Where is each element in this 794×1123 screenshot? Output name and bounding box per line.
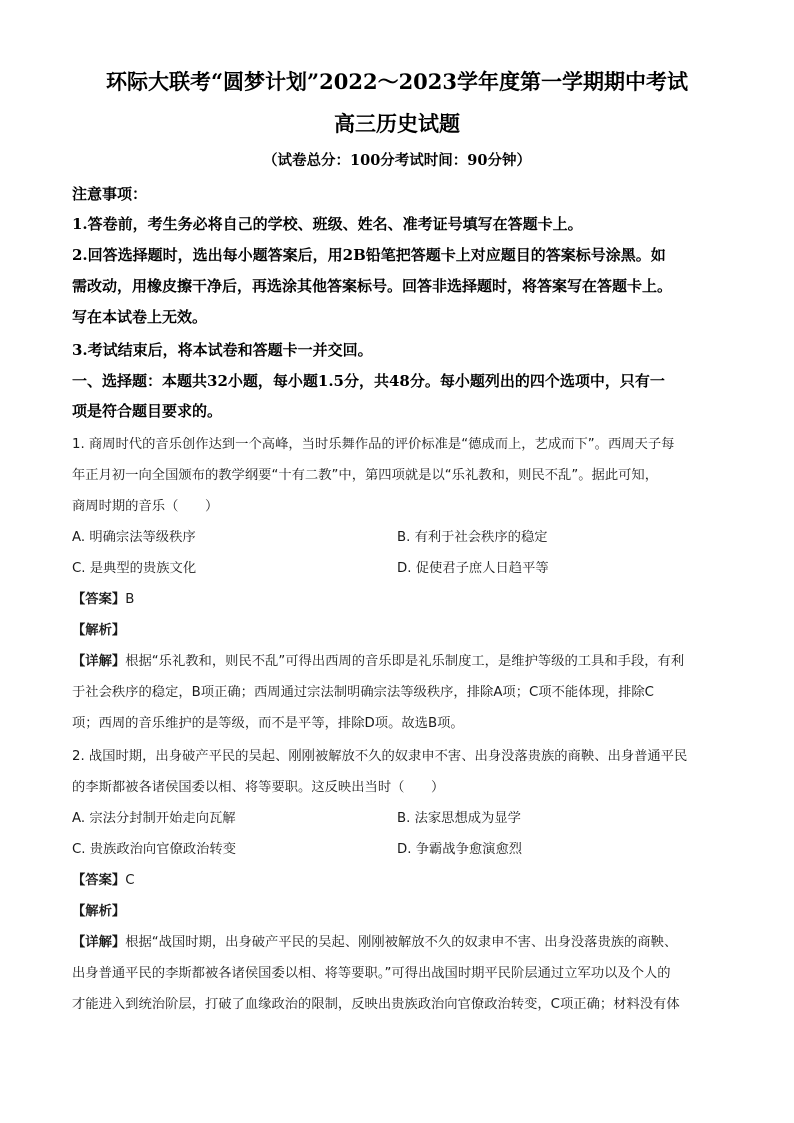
question-1-analysis-tag: 【解析】 <box>72 623 126 638</box>
question-1-detail-line-3: 项；西周的音乐维护的是等级，而不是平等，排除D项。故选B项。 <box>72 716 464 731</box>
question-1-option-a: A. 明确宗法等级秩序 <box>72 530 196 545</box>
exam-subject-title: 高三历史试题 <box>334 111 460 136</box>
section-heading-line-2: 项是符合题目要求的。 <box>72 402 223 420</box>
notes-heading: 注意事项： <box>72 185 148 203</box>
question-1-stem-line-1: 1. 商周时代的音乐创作达到一个高峰，当时乐舞作品的评价标准是“德成而上，艺成而下”。西周天子每 <box>72 437 675 452</box>
question-2-detail-line-1 <box>72 931 677 950</box>
note-item-2-line-2: 需改动，用橡皮擦干净后，再选涂其他答案标号。回答非选择题时，将答案写在答题卡上。 <box>72 277 673 295</box>
exam-title: 环际大联考“圆梦计划”2022～2023学年度第一学期期中考试 <box>105 69 689 94</box>
question-2-option-c: C. 贵族政治向官僚政治转变 <box>72 842 237 857</box>
detail-tag: 【详解】 <box>72 654 126 669</box>
question-1-detail-line-1 <box>72 650 684 669</box>
question-2-option-d: D. 争霸战争愈演愈烈 <box>397 842 523 857</box>
question-2-stem-line-1: 2. 战国时期，出身破产平民的吴起、刚刚被解放不久的奴隶申不害、出身没落贵族的商鞅、出身普通平民 <box>72 749 688 764</box>
exam-info: （试卷总分：100分考试时间：90分钟） <box>263 152 531 169</box>
question-1-stem-line-2: 年正月初一向全国颁布的教学纲要“十有二教”中，第四项就是以“乐礼教和，则民不乱”。据此可知， <box>72 468 659 483</box>
question-2-stem-line-2: 的李斯都被各诸侯国委以相、将等要职。这反映出当时（ ） <box>72 780 445 795</box>
detail-tag: 【详解】 <box>72 935 126 950</box>
answer-tag: 【答案】 <box>72 592 126 607</box>
question-1-answer <box>72 588 134 607</box>
note-item-3: 3.考试结束后，将本试卷和答题卡一并交回。 <box>72 341 373 359</box>
question-1-stem-line-3: 商周时期的音乐（ ） <box>72 499 219 514</box>
question-2-detail-line-2: 出身普通平民的李斯都被各诸侯国委以相、将等要职。”可得出战国时期平民阶层通过立军功以及个人的 <box>72 966 671 981</box>
answer-value: B <box>125 592 135 607</box>
question-2-option-a: A. 宗法分封制开始走向瓦解 <box>72 811 236 826</box>
question-1-option-d: D. 促使君子庶人日趋平等 <box>397 561 549 576</box>
answer-value: C <box>125 873 135 888</box>
question-1-detail-line-2: 于社会秩序的稳定，B项正确；西周通过宗法制明确宗法等级秩序，排除A项；C项不能体现，排除C <box>72 685 654 700</box>
note-item-2-line-1: 2.回答选择题时，选出每小题答案后，用2B铅笔把答题卡上对应题目的答案标号涂黑。如 <box>72 246 666 264</box>
note-item-2-line-3: 写在本试卷上无效。 <box>72 308 208 326</box>
detail-text: 根据“战国时期，出身破产平民的吴起、刚刚被解放不久的奴隶申不害、出身没落贵族的商鞅、 <box>125 935 678 950</box>
section-heading-line-1: 一、选择题：本题共32小题，每小题1.5分，共48分。每小题列出的四个选项中，只有一 <box>72 372 665 390</box>
question-2-option-b: B. 法家思想成为显学 <box>397 811 521 826</box>
question-1-option-b: B. 有利于社会秩序的稳定 <box>397 530 548 545</box>
note-item-1: 1.答卷前，考生务必将自己的学校、班级、姓名、准考证号填写在答题卡上。 <box>72 215 583 233</box>
question-1-option-c: C. 是典型的贵族文化 <box>72 561 197 576</box>
question-2-analysis-tag: 【解析】 <box>72 904 126 919</box>
question-2-answer <box>72 869 134 888</box>
detail-text: 根据“乐礼教和，则民不乱”可得出西周的音乐即是礼乐制度工，是维护等级的工具和手段，有利 <box>125 654 685 669</box>
question-2-detail-line-3: 才能进入到统治阶层，打破了血缘政治的限制，反映出贵族政治向官僚政治转变，C项正确；材料没有体 <box>72 997 680 1012</box>
answer-tag: 【答案】 <box>72 873 126 888</box>
